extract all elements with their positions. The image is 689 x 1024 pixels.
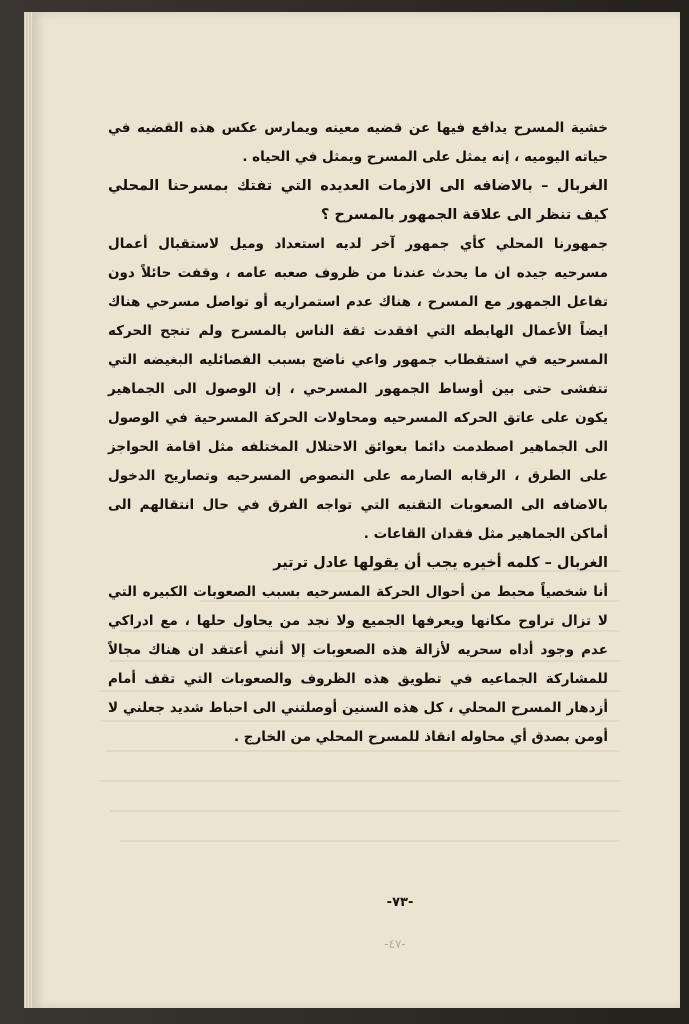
- paragraph: خشية المسرح يدافع فيها عن قضيه معينه ويمارس عكس هذه القضيه في حياته اليوميه ، إنه يمثل على المسرح ويمثل في الحياه .: [108, 120, 608, 165]
- paragraph: أنا شخصياً محبط من أحوال الحركة المسرحيه بسبب الصعوبات الكبيره التي لا تزال تراوح مكانها ويعرفها الجميع ولا نجد من يحاول حلها ، مع ادراكي عدم وجود أداه سحريه لأزالة هذه الصعوبات إلا أنني أعتقد ان هناك مجالاً للمشاركة الجماعيه في تطويق هذه الظروف والصعوبات التي تقف أمام أزدهار المسرح المحلي ، كل هذه السنين أوصلتني الى احباط شديد جعلني لا أومن بصدق أي محاوله انقاذ للمسرح المحلي من الخارج .: [108, 584, 608, 745]
- show-through-page-number: -٤٧-: [384, 937, 406, 951]
- interview-question: الغربال – بالاضافه الى الازمات العديده التي تفتك بمسرحنا المحلي كيف تنظر الى علاقة الجمهور بالمسرح ؟: [108, 178, 608, 223]
- paragraph: جمهورنا المحلي كأي جمهور آخر لديه استعداد وميل لاستقبال أعمال مسرحيه جيده ان ما يحدث عندنا من ظروف صعبه عامه ، وقفت حائلاً دون تفاعل الجمهور مع المسرح ، هناك عدم استمراريه أو تواصل مسرحي هناك ايضاً الأعمال الهابطه التي افقدت ثقة الناس بالمسرح ولم تنجح الحركه المسرحيه في استقطاب جمهور واعي ناضج بسبب الفصائليه البغيضه التي تتفشى حتى بين أوساط الجمهور المسرحي ، إن الوصول الى الجماهير يكون على عاتق الحركه المسرحيه ومحاولات الحركة المسرحية في الوصول الى الجماهير اصطدمت دائما بعوائق الاحتلال المختلفه مثل اقامة الحواجز على الطرق ، الرقابه الصارمه على النصوص المسرحيه وتصاريح الدخول بالاضافه الى الصعوبات التقنيه التي تواجه الفرق في حال انتقالهم الى أماكن الجماهير مثل فقدان القاعات .: [108, 236, 608, 542]
- interview-question: الغربال – كلمه أخيره يجب أن يقولها عادل ترتير: [273, 555, 608, 571]
- page-number: -٧٣-: [386, 895, 414, 910]
- article-text: [108, 114, 608, 752]
